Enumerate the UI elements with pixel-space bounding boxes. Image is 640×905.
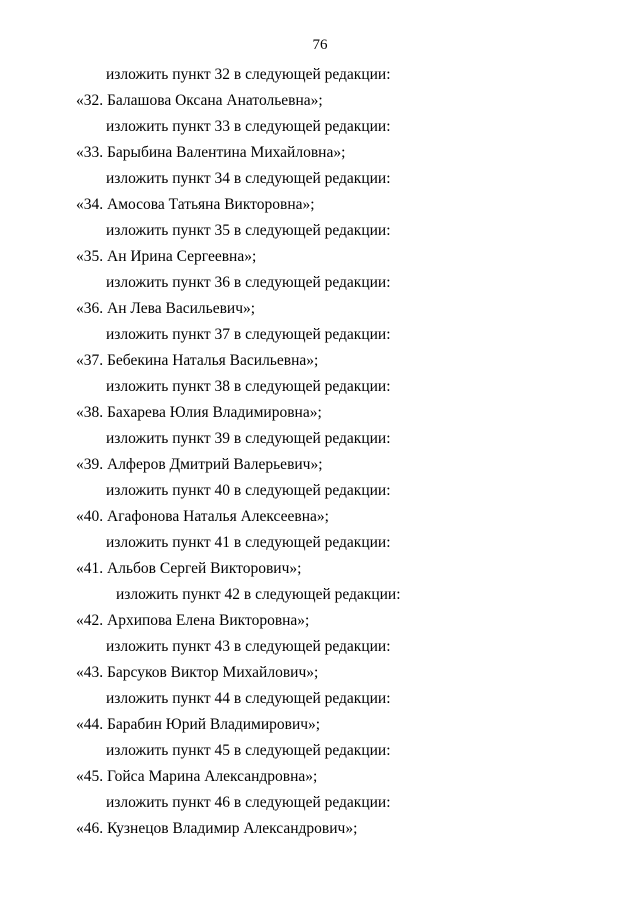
instruction-line: изложить пункт 41 в следующей редакции: bbox=[106, 534, 391, 551]
entry-line: «39. Алферов Дмитрий Валерьевич»; bbox=[76, 456, 323, 473]
entry-line: «40. Агафонова Наталья Алексеевна»; bbox=[76, 508, 329, 525]
instruction-line: изложить пункт 35 в следующей редакции: bbox=[106, 222, 391, 239]
instruction-line: изложить пункт 43 в следующей редакции: bbox=[106, 638, 391, 655]
entry-line: «34. Амосова Татьяна Викторовна»; bbox=[76, 196, 315, 213]
page-number: 76 bbox=[312, 37, 328, 53]
entry-line: «42. Архипова Елена Викторовна»; bbox=[76, 612, 310, 629]
entry-line: «36. Ан Лева Васильевич»; bbox=[76, 300, 256, 317]
entry-line: «43. Барсуков Виктор Михайлович»; bbox=[76, 664, 319, 681]
instruction-line: изложить пункт 37 в следующей редакции: bbox=[106, 326, 391, 343]
entry-line: «44. Барабин Юрий Владимирович»; bbox=[76, 716, 321, 733]
entry-line: «46. Кузнецов Владимир Александрович»; bbox=[76, 820, 358, 837]
instruction-line: изложить пункт 45 в следующей редакции: bbox=[106, 742, 391, 759]
instruction-line: изложить пункт 39 в следующей редакции: bbox=[106, 430, 391, 447]
document-body bbox=[0, 66, 640, 846]
entry-line: «41. Альбов Сергей Викторович»; bbox=[76, 560, 302, 577]
entry-line: «37. Бебекина Наталья Васильевна»; bbox=[76, 352, 319, 369]
entry-line: «38. Бахарева Юлия Владимировна»; bbox=[76, 404, 322, 421]
instruction-line: изложить пункт 46 в следующей редакции: bbox=[106, 794, 391, 811]
instruction-line: изложить пункт 44 в следующей редакции: bbox=[106, 690, 391, 707]
instruction-line: изложить пункт 33 в следующей редакции: bbox=[106, 118, 391, 135]
instruction-line: изложить пункт 32 в следующей редакции: bbox=[106, 66, 391, 83]
instruction-line: изложить пункт 42 в следующей редакции: bbox=[116, 586, 401, 603]
entry-line: «32. Балашова Оксана Анатольевна»; bbox=[76, 92, 323, 109]
entry-line: «33. Барыбина Валентина Михайловна»; bbox=[76, 144, 346, 161]
entry-line: «35. Ан Ирина Сергеевна»; bbox=[76, 248, 257, 265]
instruction-line: изложить пункт 36 в следующей редакции: bbox=[106, 274, 391, 291]
entry-line: «45. Гойса Марина Александровна»; bbox=[76, 768, 318, 785]
instruction-line: изложить пункт 34 в следующей редакции: bbox=[106, 170, 391, 187]
instruction-line: изложить пункт 38 в следующей редакции: bbox=[106, 378, 391, 395]
instruction-line: изложить пункт 40 в следующей редакции: bbox=[106, 482, 391, 499]
